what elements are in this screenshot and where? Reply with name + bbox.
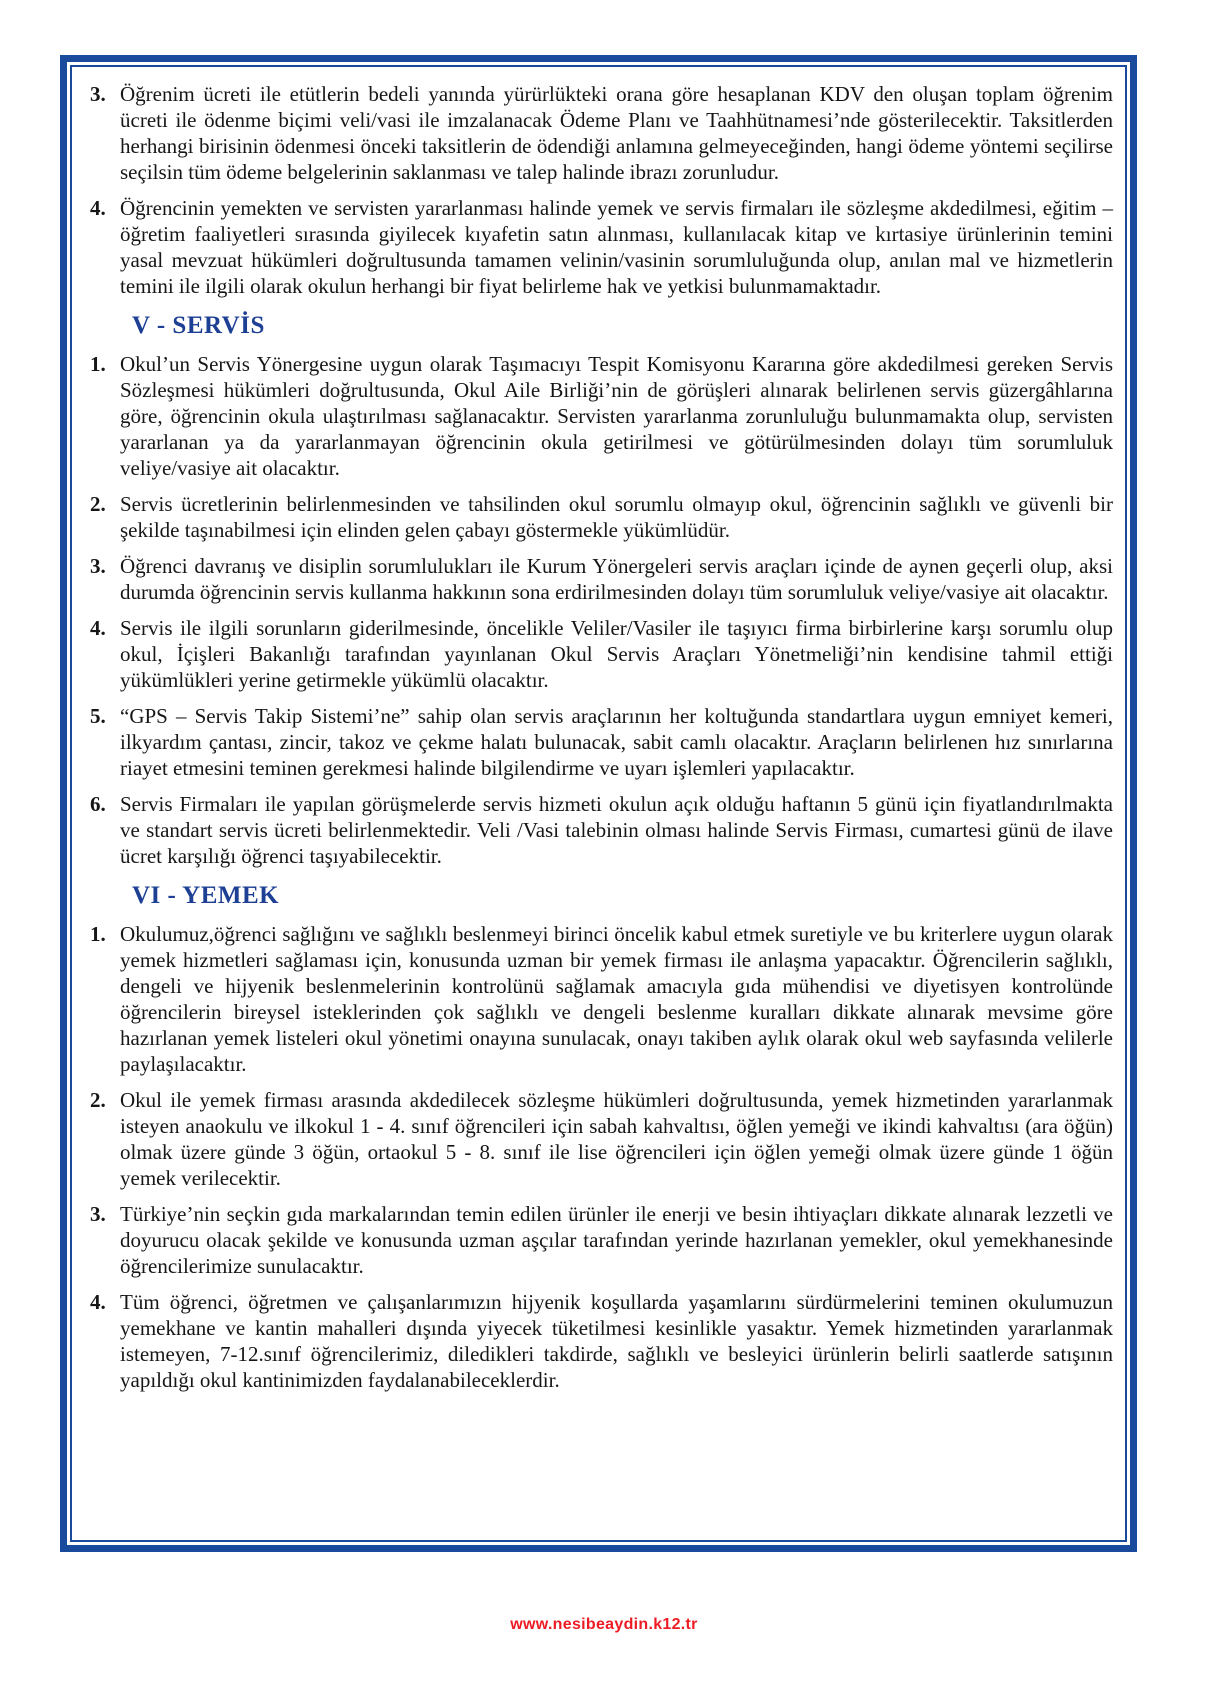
section-heading-yemek: VI - YEMEK [132,882,280,909]
item-text: Okul ile yemek firması arasında akdedilecek sözleşme hükümleri doğrultusunda, yemek hizmetinden yararlanmak isteyen anaokulu ve ilkokul 1 - 4. sınıf öğrencileri için sabah kahvaltısı, öğlen yemeği ve ikindi kahvaltısı (ara öğün) olmak üzere günde 3 öğün, ortaokul 5 - 8. sınıf ile lise öğrencileri için öğlen yemeği olmak üzere günde 1 öğün yemek verilecektir. [120,1088,1113,1190]
numbered-item [90,1201,1113,1279]
numbered-item [90,195,1113,299]
numbered-item [90,703,1113,781]
item-number: 4. [90,1290,106,1314]
page-content-area [70,65,1127,1542]
numbered-item [90,615,1113,693]
item-number: 4. [90,616,106,640]
item-text: Tüm öğrenci, öğretmen ve çalışanlarımızın hijyenik koşullarda yaşamlarını sürdürmelerini teminen okulumuzun yemekhane ve kantin mahalleri dışında yiyecek tüketilmesi kesinlikle yasaktır. Yemek hizmetinden yararlanmak istemeyen, 7-12.sınıf öğrencilerimiz, diledikleri takdirde, sağlıklı ve besleyici ürünlerin belirli saatlerde satışının yapıldığı okul kantinimizden faydalanabileceklerdir. [120,1290,1113,1392]
item-number: 2. [90,1088,106,1112]
numbered-item [90,351,1113,481]
item-number: 4. [90,196,106,220]
item-text: Okul’un Servis Yönergesine uygun olarak Taşımacıyı Tespit Komisyonu Kararına göre akdedilmesi gereken Servis Sözleşmesi hükümleri doğrultusunda, Okul Aile Birliği’nin de görüşleri alınarak belirlenen servis güzergâhlarına göre, öğrencinin okula ulaştırılması sağlanacaktır. Servisten yararlanma zorunluluğu bulunmamakta olup, servisten yararlanan ya da yararlanmayan öğrencinin okula getirilmesi ve götürülmesinden dolayı tüm sorumluluk veliye/vasiye ait olacaktır. [120,352,1113,480]
item-text: Servis ile ilgili sorunların giderilmesinde, öncelikle Veliler/Vasiler ile taşıyıcı firma birbirlerine karşı sorumlu olup okul, İçişleri Bakanlığı tarafından yayınlanan Okul Servis Araçları Yönetmeliği’nin kendisine tahmil ettiği yükümlükleri yerine getirmekle yükümlü olacaktır. [120,616,1113,692]
item-number: 5. [90,704,106,728]
item-number: 2. [90,492,106,516]
numbered-item [90,491,1113,543]
numbered-item [90,81,1113,185]
item-text: Öğrenci davranış ve disiplin sorumlulukları ile Kurum Yönergeleri servis araçları içinde de aynen geçerli olup, aksi durumda öğrencinin servis kullanma hakkının sona erdirilmesinden dolayı tüm sorumluluk veliye/vasiye ait olacaktır. [120,554,1113,604]
numbered-item [90,1289,1113,1393]
item-text: Servis Firmaları ile yapılan görüşmelerde servis hizmeti okulun açık olduğu haftanın 5 günü için fiyatlandırılmakta ve standart servis ücreti belirlenmektedir. Veli /Vasi talebinin olması halinde Servis Firması, cumartesi günü de ilave ücret karşılığı öğrenci taşıyabilecektir. [120,792,1113,868]
section-heading-servis: V - SERVİS [132,312,265,339]
item-text: Okulumuz,öğrenci sağlığını ve sağlıklı beslenmeyi birinci öncelik kabul etmek suretiyle ve bu kriterlere uygun olarak yemek hizmetleri sağlaması için, konusunda uzman bir yemek firması ile anlaşma yapacaktır. Öğrencilerin sağlıklı, dengeli ve hijyenik beslenmelerinin kontrolünü sağlamak amacıyla gıda mühendisi ve diyetisyen kontrolünde öğrencilerin bireysel isteklerinden çok sağlıklı ve dengeli beslenme kuralları dikkate alınarak mevsime göre hazırlanan yemek listeleri okul yönetimi onayına sunulacak, onayı takiben aylık olarak okul web sayfasında velilerle paylaşılacaktır. [120,922,1113,1076]
item-text: Servis ücretlerinin belirlenmesinden ve tahsilinden okul sorumlu olmayıp okul, öğrencinin sağlıklı ve güvenli bir şekilde taşınabilmesi için elinden gelen çabayı göstermekle yükümlüdür. [120,492,1113,542]
item-number: 1. [90,922,106,946]
numbered-item [90,791,1113,869]
numbered-item [90,921,1113,1077]
item-text: Türkiye’nin seçkin gıda markalarından temin edilen ürünler ile enerji ve besin ihtiyaçları dikkate alınarak lezzetli ve doyurucu olacak şekilde ve konusunda uzman aşçılar tarafından yerinde hazırlanan yemekler, okul yemekhanesinde öğrencilerimize sunulacaktır. [120,1202,1113,1278]
item-number: 3. [90,1202,106,1226]
numbered-item [90,553,1113,605]
numbered-item [90,1087,1113,1191]
item-number: 3. [90,82,106,106]
page-border-frame [60,55,1137,1552]
footer-website-url: www.nesibeaydin.k12.tr [510,1616,698,1633]
item-text: “GPS – Servis Takip Sistemi’ne” sahip olan servis araçlarının her koltuğunda standartlara uygun emniyet kemeri, ilkyardım çantası, zincir, takoz ve çekme halatı bulunacak, sabit camlı olacaktır. Araçların belirlenen hız sınırlarına riayet etmesini teminen gerekmesi halinde bilgilendirme ve uyarı işlemleri yapılacaktır. [120,704,1113,780]
item-number: 3. [90,554,106,578]
item-number: 6. [90,792,106,816]
item-text: Öğrencinin yemekten ve servisten yararlanması halinde yemek ve servis firmaları ile sözleşme akdedilmesi, eğitim – öğretim faaliyetleri sırasında giyilecek kıyafetin satın alınması, kullanılacak kitap ve kırtasiye ürünlerinin temini yasal mevzuat hükümleri doğrultusunda tamamen velinin/vasinin sorumluluğunda olup, anılan mal ve hizmetlerin temini ile ilgili olarak okulun herhangi bir fiyat belirleme hak ve yetkisi bulunmamaktadır. [120,196,1113,298]
item-number: 1. [90,352,106,376]
item-text: Öğrenim ücreti ile etütlerin bedeli yanında yürürlükteki orana göre hesaplanan KDV den oluşan toplam öğrenim ücreti ile ödenme biçimi veli/vasi ile imzalanacak Ödeme Planı ve Taahhütnamesi’nde gösterilecektir. Taksitlerden herhangi birisinin ödenmesi önceki taksitlerin de ödendiği anlamına gelmeyeceğinden, hangi ödeme yöntemi seçilirse seçilsin tüm ödeme belgelerinin saklanması ve talep halinde ibrazı zorunludur. [120,82,1113,184]
